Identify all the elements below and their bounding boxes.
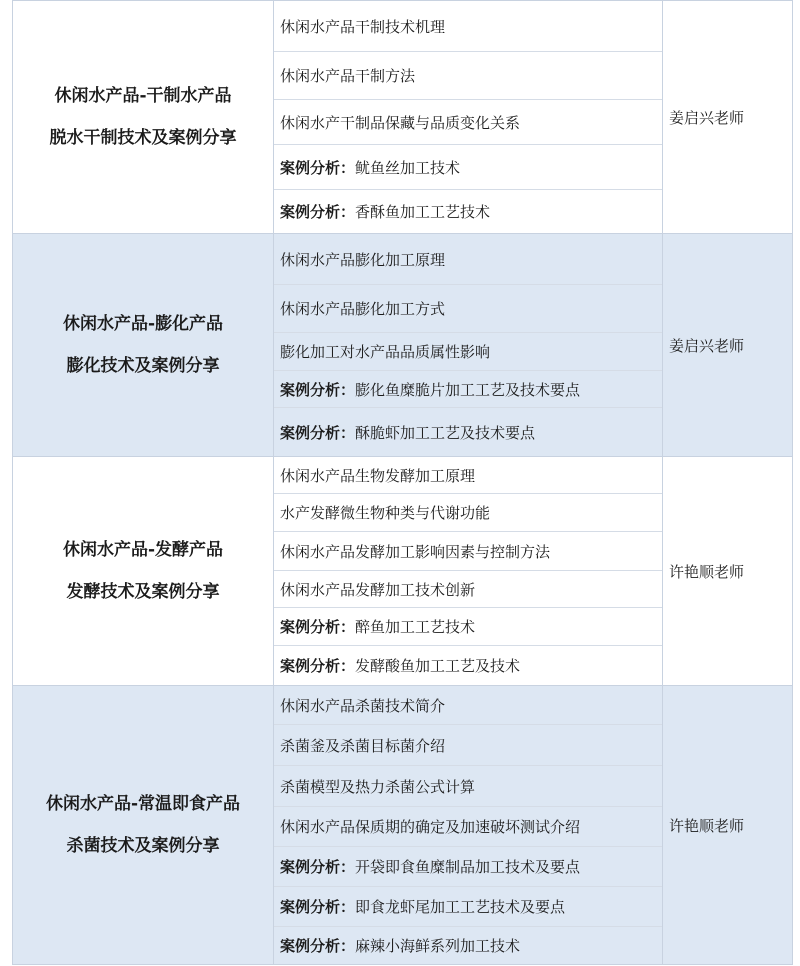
- topic-item: [274, 1, 662, 51]
- course-section: [13, 685, 792, 964]
- course-section: [13, 0, 792, 233]
- topic-item: [274, 99, 662, 144]
- case-label: 案例分析：: [280, 898, 356, 916]
- case-study-item: [274, 886, 662, 926]
- section-title-line: 发酵技术及案例分享: [66, 582, 220, 602]
- course-section: [13, 233, 792, 456]
- topic-text: 休闲水产品发酵加工技术创新: [280, 580, 476, 599]
- topic-list: [273, 457, 663, 685]
- topic-item: [274, 765, 662, 806]
- topic-text: 发酵酸鱼加工工艺及技术: [355, 657, 521, 675]
- topic-list: [273, 1, 663, 233]
- topic-text: 休闲水产品干制技术机理: [280, 17, 446, 36]
- case-label: 案例分析：: [280, 937, 356, 955]
- topic-text: 休闲水产品膨化加工原理: [280, 250, 446, 269]
- section-title: [13, 457, 273, 685]
- topic-text: 休闲水产品干制方法: [280, 67, 416, 85]
- topic-text: 即食龙虾尾加工工艺技术及要点: [355, 898, 566, 916]
- topic-item: [274, 457, 662, 493]
- case-study-item: [274, 645, 662, 685]
- topic-text: 休闲水产品发酵加工影响因素与控制方法: [280, 542, 551, 561]
- section-title: [13, 1, 273, 233]
- topic-item: [274, 284, 662, 332]
- topic-text: 休闲水产品保质期的确定及加速破坏测试介绍: [280, 818, 581, 836]
- topic-text: 休闲水产品膨化加工方式: [280, 300, 446, 318]
- topic-text: 鱿鱼丝加工技术: [355, 158, 461, 177]
- topic-item: [274, 234, 662, 284]
- topic-text: 膨化加工对水产品品质属性影响: [280, 343, 491, 361]
- section-title: [13, 686, 273, 964]
- case-study-item: [274, 926, 662, 964]
- topic-text: 休闲水产品杀菌技术简介: [280, 696, 446, 715]
- course-table: [12, 0, 793, 965]
- case-study-item: [274, 607, 662, 645]
- case-study-item: [274, 144, 662, 189]
- section-title-line: 休闲水产品-发酵产品: [62, 540, 224, 560]
- section-title-line: 脱水干制技术及案例分享: [49, 128, 237, 148]
- topic-text: 开袋即食鱼糜制品加工技术及要点: [355, 858, 581, 876]
- section-title-line: 膨化技术及案例分享: [66, 356, 220, 376]
- topic-list: [273, 234, 663, 456]
- case-study-item: [274, 189, 662, 233]
- case-label: 案例分析：: [280, 618, 356, 636]
- topic-text: 醉鱼加工工艺技术: [355, 618, 476, 636]
- topic-item: [274, 51, 662, 99]
- topic-text: 杀菌釜及杀菌目标菌介绍: [280, 736, 446, 755]
- topic-item: [274, 493, 662, 531]
- case-label: 案例分析：: [280, 203, 356, 221]
- topic-item: [274, 724, 662, 765]
- topic-item: [274, 570, 662, 607]
- topic-text: 膨化鱼糜脆片加工工艺及技术要点: [355, 380, 581, 399]
- topic-list: [273, 686, 663, 964]
- section-title-line: 休闲水产品-常温即食产品: [45, 794, 241, 814]
- case-label: 案例分析：: [280, 380, 356, 399]
- topic-text: 酥脆虾加工工艺及技术要点: [355, 423, 536, 442]
- case-label: 案例分析：: [280, 158, 356, 177]
- section-title-line: 杀菌技术及案例分享: [66, 836, 220, 856]
- case-study-item: [274, 407, 662, 456]
- topic-text: 水产发酵微生物种类与代谢功能: [280, 504, 491, 522]
- topic-item: [274, 686, 662, 724]
- topic-text: 休闲水产干制品保藏与品质变化关系: [280, 113, 521, 132]
- teacher-name: 许艳顺老师: [669, 816, 745, 835]
- case-label: 案例分析：: [280, 657, 356, 675]
- topic-text: 麻辣小海鲜系列加工技术: [355, 937, 521, 955]
- case-study-item: [274, 846, 662, 886]
- section-title-line: 休闲水产品-干制水产品: [54, 86, 232, 106]
- section-title: [13, 234, 273, 456]
- teacher-name: 姜启兴老师: [669, 108, 745, 127]
- case-study-item: [274, 370, 662, 407]
- topic-item: [274, 806, 662, 846]
- case-label: 案例分析：: [280, 423, 356, 442]
- case-label: 案例分析：: [280, 858, 356, 876]
- course-section: [13, 456, 792, 685]
- topic-item: [274, 531, 662, 570]
- topic-text: 香酥鱼加工工艺技术: [355, 203, 491, 221]
- section-title-line: 休闲水产品-膨化产品: [62, 314, 224, 334]
- teacher-name: 姜启兴老师: [669, 336, 745, 355]
- topic-text: 休闲水产品生物发酵加工原理: [280, 466, 476, 485]
- topic-item: [274, 332, 662, 370]
- topic-text: 杀菌模型及热力杀菌公式计算: [280, 777, 476, 796]
- teacher-name: 许艳顺老师: [669, 562, 745, 581]
